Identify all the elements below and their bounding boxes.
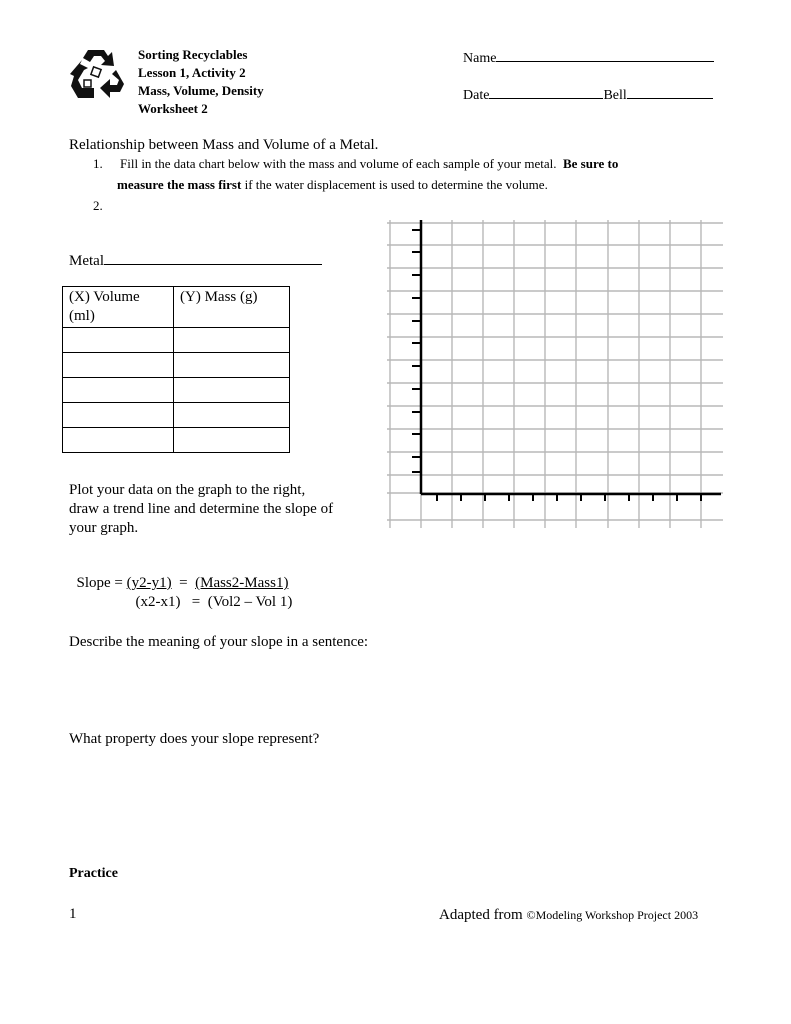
plot-line: Plot your data on the graph to the right, xyxy=(69,482,306,498)
slope-denominator-symbolic: (x2-x1) xyxy=(135,594,181,610)
slope-denominator-words: (Vol2 – Vol 1) xyxy=(207,594,293,610)
plot-line: your graph. xyxy=(69,520,139,536)
title-line: Lesson 1, Activity 2 xyxy=(138,65,246,80)
volume-cell[interactable] xyxy=(63,403,174,428)
metal-label: Metal xyxy=(69,253,104,269)
table-row xyxy=(63,353,290,378)
volume-cell[interactable] xyxy=(63,428,174,453)
item-1-number: 1. xyxy=(93,156,103,171)
mass-cell[interactable] xyxy=(174,328,290,353)
worksheet-title xyxy=(138,46,264,118)
name-field[interactable] xyxy=(463,47,714,67)
slope-equals: = xyxy=(180,594,208,610)
question-slope-meaning: Describe the meaning of your slope in a sentence: xyxy=(69,634,369,650)
item-1-bold-a: Be sure to xyxy=(562,156,619,171)
volume-cell[interactable] xyxy=(63,378,174,403)
credit-text: ©Modeling Workshop Project 2003 xyxy=(526,908,699,922)
data-table xyxy=(62,286,290,453)
adapted-from: Adapted from xyxy=(439,907,527,923)
plot-instructions xyxy=(69,481,333,538)
mass-cell[interactable] xyxy=(174,353,290,378)
recycle-icon xyxy=(68,46,130,104)
mass-cell[interactable] xyxy=(174,428,290,453)
date-bell-field[interactable] xyxy=(463,84,713,104)
table-row xyxy=(63,378,290,403)
item-1-line1 xyxy=(120,156,618,172)
page-number: 1 xyxy=(69,906,77,922)
column-header-volume-line1: (X) Volume xyxy=(69,289,140,305)
item-1-rest: if the water displacement is used to determine the volume. xyxy=(241,177,548,192)
slope-label: Slope = xyxy=(76,575,127,591)
slope-denominator-line xyxy=(128,577,292,611)
name-blank[interactable] xyxy=(496,47,714,62)
mass-cell[interactable] xyxy=(174,403,290,428)
practice-heading: Practice xyxy=(69,866,118,881)
question-slope-property: What property does your slope represent? xyxy=(69,731,320,747)
section-heading: Relationship between Mass and Volume of a Metal. xyxy=(69,137,379,153)
graph-grid[interactable] xyxy=(385,218,725,530)
bell-blank[interactable] xyxy=(627,84,713,99)
title-line: Mass, Volume, Density xyxy=(138,83,264,98)
footer-credit xyxy=(439,906,698,924)
metal-blank[interactable] xyxy=(104,250,322,265)
item-1-line2 xyxy=(117,177,548,193)
mass-cell[interactable] xyxy=(174,378,290,403)
slope-equals: = xyxy=(171,575,196,591)
date-label: Date xyxy=(463,88,490,103)
item-1-text: Fill in the data chart below with the mass and volume of each sample of your metal. xyxy=(120,156,557,171)
volume-cell[interactable] xyxy=(63,353,174,378)
date-blank[interactable] xyxy=(489,84,603,99)
column-header-volume-line2: (ml) xyxy=(69,308,95,324)
table-header-row xyxy=(63,287,290,328)
column-header-mass: (Y) Mass (g) xyxy=(174,287,290,328)
table-row xyxy=(63,403,290,428)
table-row xyxy=(63,428,290,453)
slope-numerator-symbolic: (y2-y1) xyxy=(126,575,172,591)
name-label: Name xyxy=(463,51,497,66)
title-line: Sorting Recyclables xyxy=(138,47,248,62)
title-line: Worksheet 2 xyxy=(138,101,208,116)
table-row xyxy=(63,328,290,353)
item-2-number: 2. xyxy=(93,198,103,213)
slope-numerator-words: (Mass2-Mass1) xyxy=(195,575,289,591)
item-1-bold-b: measure the mass first xyxy=(117,177,242,192)
volume-cell[interactable] xyxy=(63,328,174,353)
plot-line: draw a trend line and determine the slope of xyxy=(69,501,334,517)
column-header-volume xyxy=(63,287,174,328)
metal-field[interactable] xyxy=(69,250,322,270)
bell-label: Bell xyxy=(603,88,627,103)
